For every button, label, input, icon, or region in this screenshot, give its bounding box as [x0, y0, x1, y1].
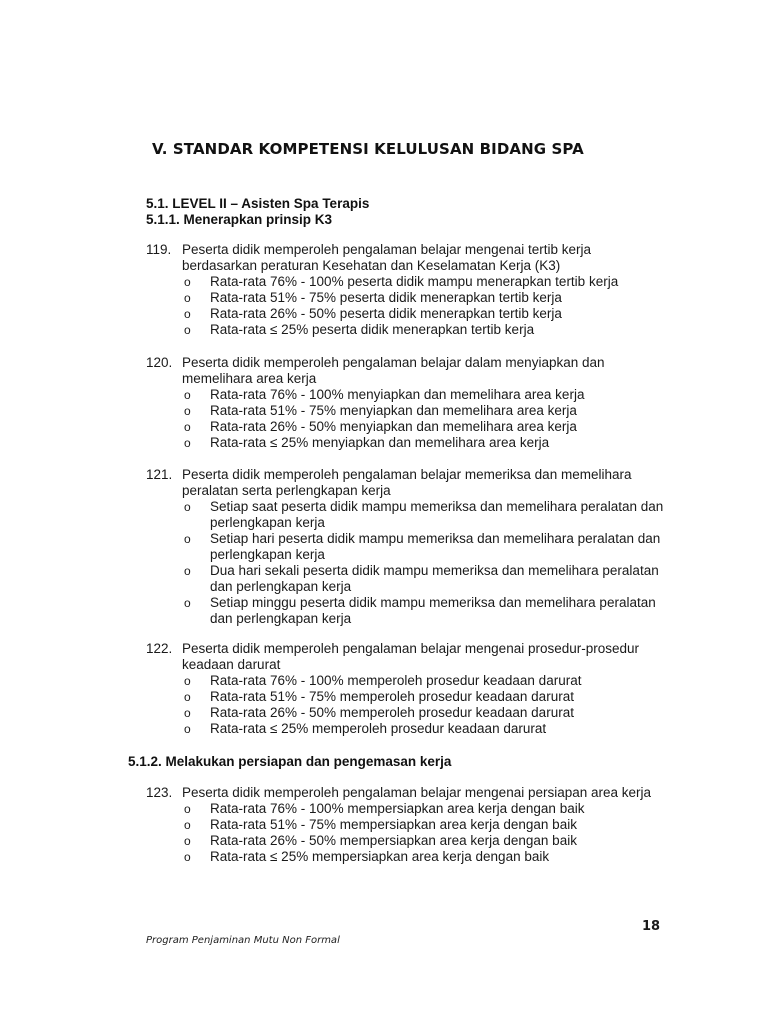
list-item-123 [146, 785, 666, 865]
bullet-item [146, 322, 666, 338]
item-text: Peserta didik memperoleh pengalaman belajar memeriksa dan memelihara peralatan serta perlengkapan kerja [182, 467, 632, 498]
list-item-119 [146, 242, 666, 338]
bullet-marker: o [184, 323, 191, 337]
bullet-item [146, 419, 666, 435]
section-heading-persiapan: 5.1.2. Melakukan persiapan dan pengemasan kerja [128, 754, 452, 769]
item-text: Peserta didik memperoleh pengalaman belajar mengenai tertib kerja berdasarkan peraturan Kesehatan dan Keselamatan Kerja (K3) [182, 242, 591, 273]
bullet-text: Rata-rata ≤ 25% mempersiapkan area kerja dengan baik [210, 849, 550, 864]
bullet-text: Rata-rata ≤ 25% memperoleh prosedur keadaan darurat [210, 721, 547, 736]
list-item-120 [146, 355, 666, 451]
bullet-marker: o [184, 706, 191, 720]
bullet-text: Rata-rata 51% - 75% menyiapkan dan memelihara area kerja [210, 403, 577, 418]
bullet-marker: o [184, 436, 191, 450]
bullet-marker: o [184, 532, 191, 546]
bullet-item [146, 274, 666, 290]
bullet-marker: o [184, 404, 191, 418]
bullet-item [146, 387, 666, 403]
bullet-marker: o [184, 596, 191, 610]
bullet-item [146, 817, 666, 833]
bullet-item [146, 290, 666, 306]
bullet-text: Setiap hari peserta didik mampu memeriksa dan memelihara peralatan dan perlengkapan kerja [210, 531, 661, 562]
bullet-marker: o [184, 850, 191, 864]
bullet-item [146, 705, 666, 721]
bullet-text: Rata-rata ≤ 25% menyiapkan dan memelihara area kerja [210, 435, 550, 450]
bullet-marker: o [184, 564, 191, 578]
level-heading: 5.1. LEVEL II – Asisten Spa Terapis [146, 196, 370, 211]
bullet-text: Rata-rata 76% - 100% memperoleh prosedur keadaan darurat [210, 673, 582, 688]
bullet-text: Rata-rata 51% - 75% mempersiapkan area kerja dengan baik [210, 817, 577, 832]
bullet-item [146, 833, 666, 849]
list-item-122 [146, 641, 666, 737]
bullet-item [146, 801, 666, 817]
item-text: Peserta didik memperoleh pengalaman belajar mengenai prosedur-prosedur keadaan darurat [182, 641, 640, 672]
bullet-text: Dua hari sekali peserta didik mampu memeriksa dan memelihara peralatan dan perlengkapan kerja [210, 563, 659, 594]
item-number: 123. [146, 785, 173, 800]
bullet-text: Rata-rata 26% - 50% mempersiapkan area kerja dengan baik [210, 833, 577, 848]
bullet-item [146, 403, 666, 419]
item-number: 122. [146, 641, 173, 656]
bullet-item [146, 563, 666, 595]
bullet-item [146, 531, 666, 563]
item-text: Peserta didik memperoleh pengalaman belajar dalam menyiapkan dan memelihara area kerja [182, 355, 605, 386]
item-number: 121. [146, 467, 173, 482]
bullet-item [146, 595, 666, 627]
bullet-text: Rata-rata 76% - 100% menyiapkan dan memelihara area kerja [210, 387, 585, 402]
bullet-text: Rata-rata ≤ 25% peserta didik menerapkan tertib kerja [210, 322, 535, 337]
bullet-text: Rata-rata 26% - 50% menyiapkan dan memelihara area kerja [210, 419, 577, 434]
item-number: 119. [146, 242, 172, 257]
page-title: V. STANDAR KOMPETENSI KELULUSAN BIDANG SPA [152, 140, 584, 158]
bullet-text: Rata-rata 76% - 100% mempersiapkan area kerja dengan baik [210, 801, 585, 816]
item-number: 120. [146, 355, 173, 370]
bullet-text: Setiap saat peserta didik mampu memeriksa dan memelihara peralatan dan perlengkapan kerja [210, 499, 664, 530]
bullet-item [146, 721, 666, 737]
bullet-marker: o [184, 275, 191, 289]
bullet-marker: o [184, 388, 191, 402]
bullet-item [146, 849, 666, 865]
bullet-marker: o [184, 722, 191, 736]
bullet-text: Setiap minggu peserta didik mampu memeriksa dan memelihara peralatan dan perlengkapan kerja [210, 595, 656, 626]
page-number: 18 [642, 919, 661, 934]
bullet-text: Rata-rata 51% - 75% memperoleh prosedur keadaan darurat [210, 689, 574, 704]
bullet-marker: o [184, 291, 191, 305]
item-text: Peserta didik memperoleh pengalaman belajar mengenai persiapan area kerja [182, 785, 652, 800]
bullet-marker: o [184, 690, 191, 704]
bullet-marker: o [184, 307, 191, 321]
section-heading-k3: 5.1.1. Menerapkan prinsip K3 [146, 212, 333, 227]
bullet-item [146, 435, 666, 451]
bullet-item [146, 673, 666, 689]
bullet-marker: o [184, 818, 191, 832]
bullet-marker: o [184, 834, 191, 848]
bullet-text: Rata-rata 76% - 100% peserta didik mampu menerapkan tertib kerja [210, 274, 619, 289]
page-footer: Program Penjaminan Mutu Non Formal [146, 935, 340, 946]
bullet-marker: o [184, 802, 191, 816]
bullet-text: Rata-rata 26% - 50% memperoleh prosedur keadaan darurat [210, 705, 574, 720]
bullet-item [146, 689, 666, 705]
bullet-text: Rata-rata 51% - 75% peserta didik menerapkan tertib kerja [210, 290, 562, 305]
list-item-121 [146, 467, 666, 627]
bullet-marker: o [184, 420, 191, 434]
bullet-item [146, 306, 666, 322]
bullet-item [146, 499, 666, 531]
bullet-marker: o [184, 500, 191, 514]
bullet-text: Rata-rata 26% - 50% peserta didik menerapkan tertib kerja [210, 306, 562, 321]
bullet-marker: o [184, 674, 191, 688]
